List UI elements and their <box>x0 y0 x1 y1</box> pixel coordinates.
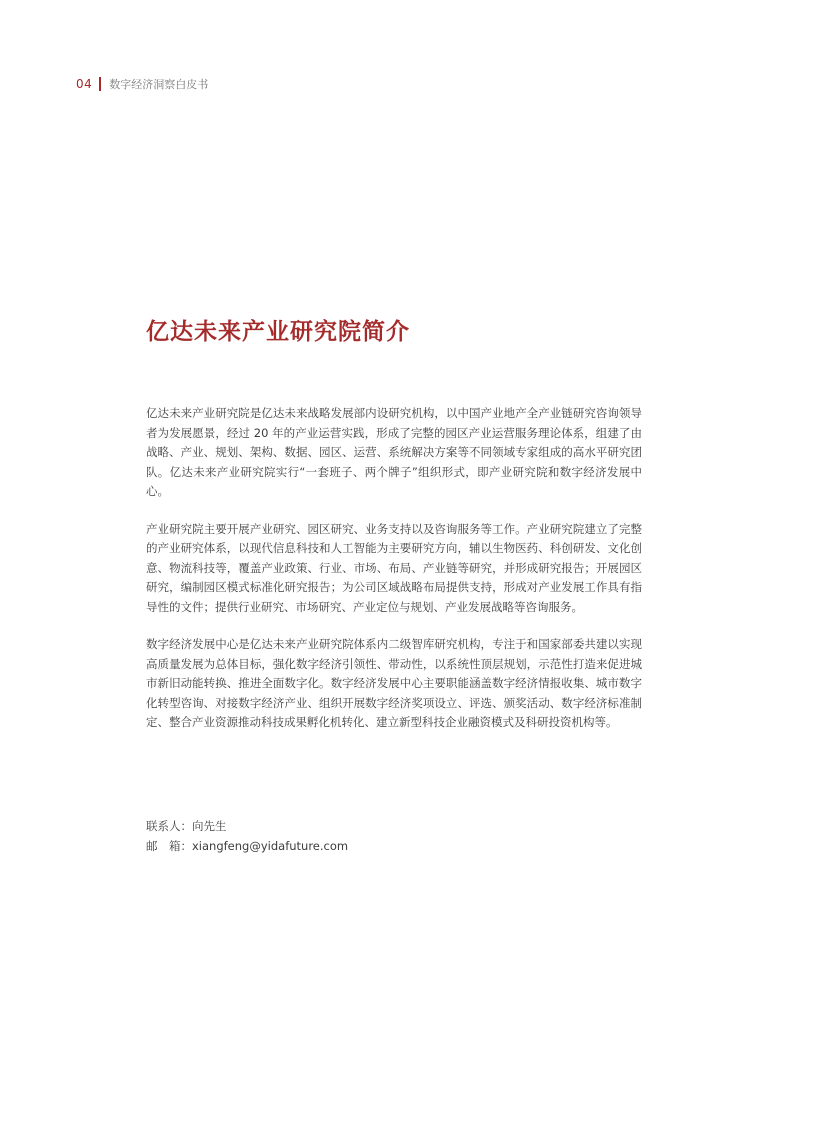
contact-email-link[interactable]: xiangfeng@yidafuture.com <box>192 839 349 853</box>
contact-person-label: 联系人： <box>146 819 192 833</box>
page-header <box>76 76 208 92</box>
section-title: 亿达未来产业研究院简介 <box>146 319 410 345</box>
paragraph-digital-economy-center: 数字经济发展中心是亿达未来产业研究院体系内二级智库研究机构，专注于和国家部委共建以实现高质量发展为总体目标，强化数字经济引领性、带动性，以系统性顶层规划，示范性打造来促进城市新旧动能转换、推进全面数字化。数字经济发展中心主要职能涵盖数字经济情报收集、城市数字化转型咨询、对接数字经济产业、组织开展数字经济奖项设立、评选、颁奖活动、数字经济标准制定、整合产业资源推动科技成果孵化机转化、建立新型科技企业融资模式及科研投资机构等。 <box>146 637 642 729</box>
page-number: 04 <box>76 77 93 91</box>
body-text <box>146 404 642 751</box>
paragraph-intro: 亿达未来产业研究院是亿达未来战略发展部内设研究机构，以中国产业地产全产业链研究咨询领导者为发展愿景，经过 20 年的产业运营实践，形成了完整的园区产业运营服务理论体系，组建了由战略、产业、规划、架构、数据、园区、运营、系统解决方案等不同领域专家组成的高水平研究团队。亿达未来产业研究院实行“一套班子、两个牌子”组织形式，即产业研究院和数字经济发展中心。 <box>146 406 642 498</box>
document-title: 数字经济洞察白皮书 <box>109 78 209 91</box>
contact-block <box>146 816 348 856</box>
contact-person-value: 向先生 <box>192 819 227 833</box>
header-divider <box>99 77 101 91</box>
paragraph-industry-institute: 产业研究院主要开展产业研究、园区研究、业务支持以及咨询服务等工作。产业研究院建立了完整的产业研究体系，以现代信息科技和人工智能为主要研究方向，辅以生物医药、科创研发、文化创意、物流科技等，覆盖产业政策、行业、市场、布局、产业链等研究，并形成研究报告；开展园区研究，编制园区模式标准化研究报告；为公司区域战略布局提供支持，形成对产业发展工作具有指导性的文件；提供行业研究、市场研究、产业定位与规划、产业发展战略等咨询服务。 <box>146 521 642 614</box>
contact-email-label: 邮 箱： <box>146 839 192 853</box>
contact-person-line <box>146 816 348 836</box>
contact-email-line <box>146 836 348 856</box>
